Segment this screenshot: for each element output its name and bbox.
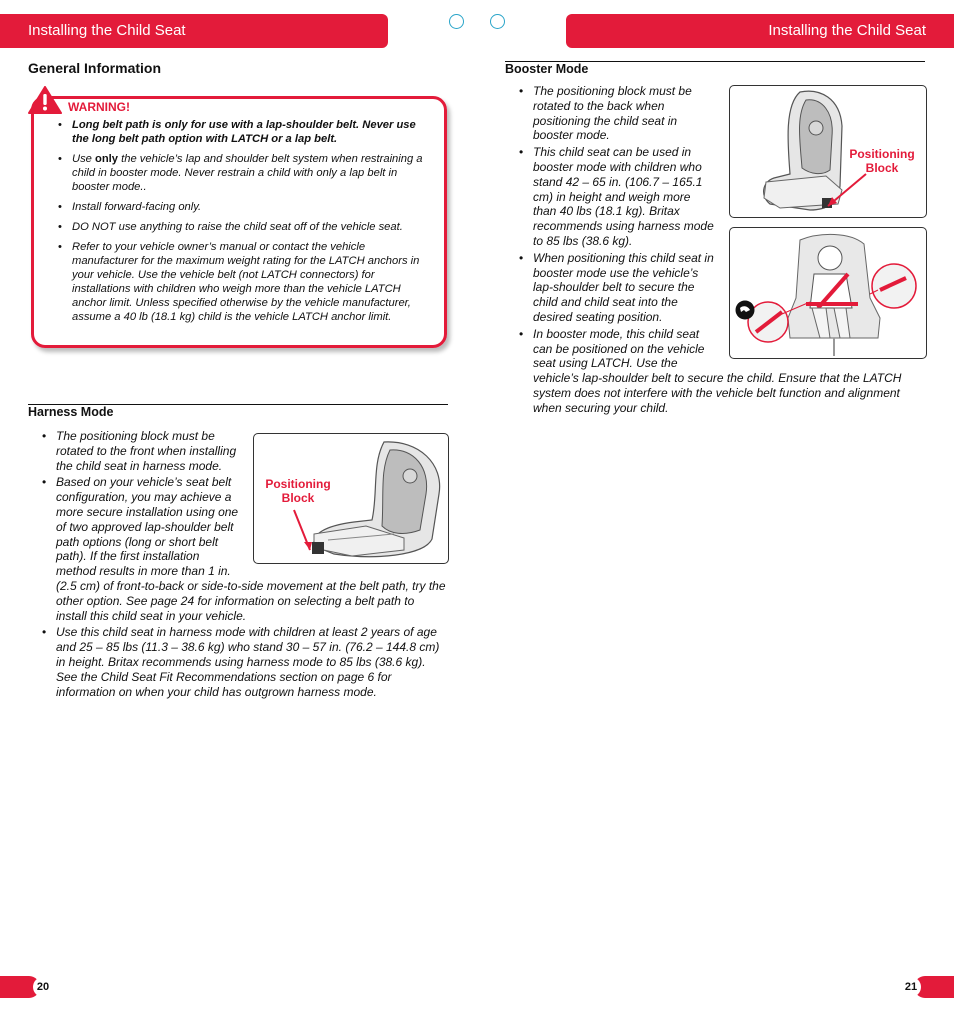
booster-item-height-weight: • This child seat can be used in booster mode with children who stand 42 – 65 in. (106.7 – 165.1 cm) in height and weigh more than 40 lbs (18.1 kg). Britax recommends using harness mode to 85 lbs (38.6 kg).: [519, 145, 927, 249]
booster-positioning-block-label: Positioning Block: [849, 147, 915, 175]
warning-item-do-not-raise: • DO NOT use anything to raise the child seat off of the vehicle seat.: [58, 220, 434, 234]
warning-item-forward-facing: • Install forward-facing only.: [58, 200, 434, 214]
warning-triangle-icon: [28, 86, 62, 114]
right-page-header: Installing the Child Seat: [566, 14, 954, 48]
warning-list: [58, 118, 434, 330]
booster-item-rotate-back: • The positioning block must be rotated to the back when positioning the child seat in booster mode.: [519, 84, 927, 143]
harness-positioning-block-label: Positioning Block: [265, 477, 331, 505]
right-page-number-tab: [904, 976, 954, 998]
booster-item-latch: • In booster mode, this child seat can be positioned on the vehicle seat using LATCH. Use the vehicle’s lap-shoulder belt to secure the child. Ensure that the LATCH system does not interfere with the vehicle belt function and alignment when securing your child.: [519, 327, 927, 416]
left-page-number-tab: [0, 976, 50, 998]
harness-item-belt-path: • Based on your vehicle’s seat belt configuration, you may achieve a more secure installation using one of two approved lap-shoulder belt path options (long or short belt path). If the first installation method results in more than 1 in. (2.5 cm) of front-to-back or side-to-side movement at the belt path, try the other option. See page 24 for information on selecting a belt path to install this child seat in your vehicle.: [42, 475, 448, 623]
warning-text-belt-path: Long belt path is only for use with a lap-shoulder belt. Never use the long belt path option with LATCH or a lap belt.: [72, 119, 416, 145]
warning-text-lap-shoulder: the vehicle’s lap and shoulder belt system when restraining a child in booster mode. Never restrain a child with only a lap belt in booster mode..: [72, 153, 423, 193]
warning-text-use: Use: [72, 153, 96, 165]
left-page-number: 20: [33, 977, 53, 997]
general-information-heading: General Information: [28, 60, 162, 76]
warning-item-belt-path: [58, 118, 434, 146]
harness-seat-illustration: [253, 433, 449, 564]
right-page-number: 21: [901, 977, 921, 997]
registration-mark-icon: [490, 14, 505, 29]
harness-mode-heading: Harness Mode: [28, 405, 114, 419]
harness-item-rotate-front: • The positioning block must be rotated to the front when installing the child seat in harness mode.: [42, 429, 448, 473]
booster-seat-illustration: [729, 85, 927, 218]
booster-child-belt-drawing: [730, 228, 926, 358]
left-page-header: Installing the Child Seat: [0, 14, 388, 48]
registration-mark-icon: [449, 14, 464, 29]
harness-item-age-weight: • Use this child seat in harness mode with children at least 2 years of age and 25 – 85 lbs (11.3 – 38.6 kg) who stand 30 – 57 in. (76.2 – 144.8 cm) in height. Britax recommends using harness mode to 85 lbs (38.6 kg). See the Child Seat Fit Recommendations section on page 6 for information on when your child has outgrown harness mode.: [42, 625, 448, 699]
warning-text-only: only: [95, 153, 119, 165]
warning-item-latch-limit: • Refer to your vehicle owner’s manual or contact the vehicle manufacturer for the maximum weight rating for the LATCH anchors in your vehicle. Use the vehicle belt (not LATCH connectors) for installations with children who weigh more than the vehicle LATCH anchor limit. Unless specified otherwise by the vehicle manufacturer, assume a 40 lb (18.1 kg) child is the vehicle LATCH anchor limit.: [58, 240, 434, 324]
booster-item-lap-shoulder: • When positioning this child seat in booster mode use the vehicle’s lap-shoulder belt to secure the child and child seat into the desired seating position.: [519, 251, 927, 325]
booster-mode-heading: Booster Mode: [505, 62, 589, 76]
warning-title: WARNING!: [68, 100, 130, 114]
warning-item-lap-shoulder: [58, 152, 434, 194]
latch-connector-icon: [735, 300, 755, 320]
booster-child-belt-illustration: [729, 227, 927, 359]
